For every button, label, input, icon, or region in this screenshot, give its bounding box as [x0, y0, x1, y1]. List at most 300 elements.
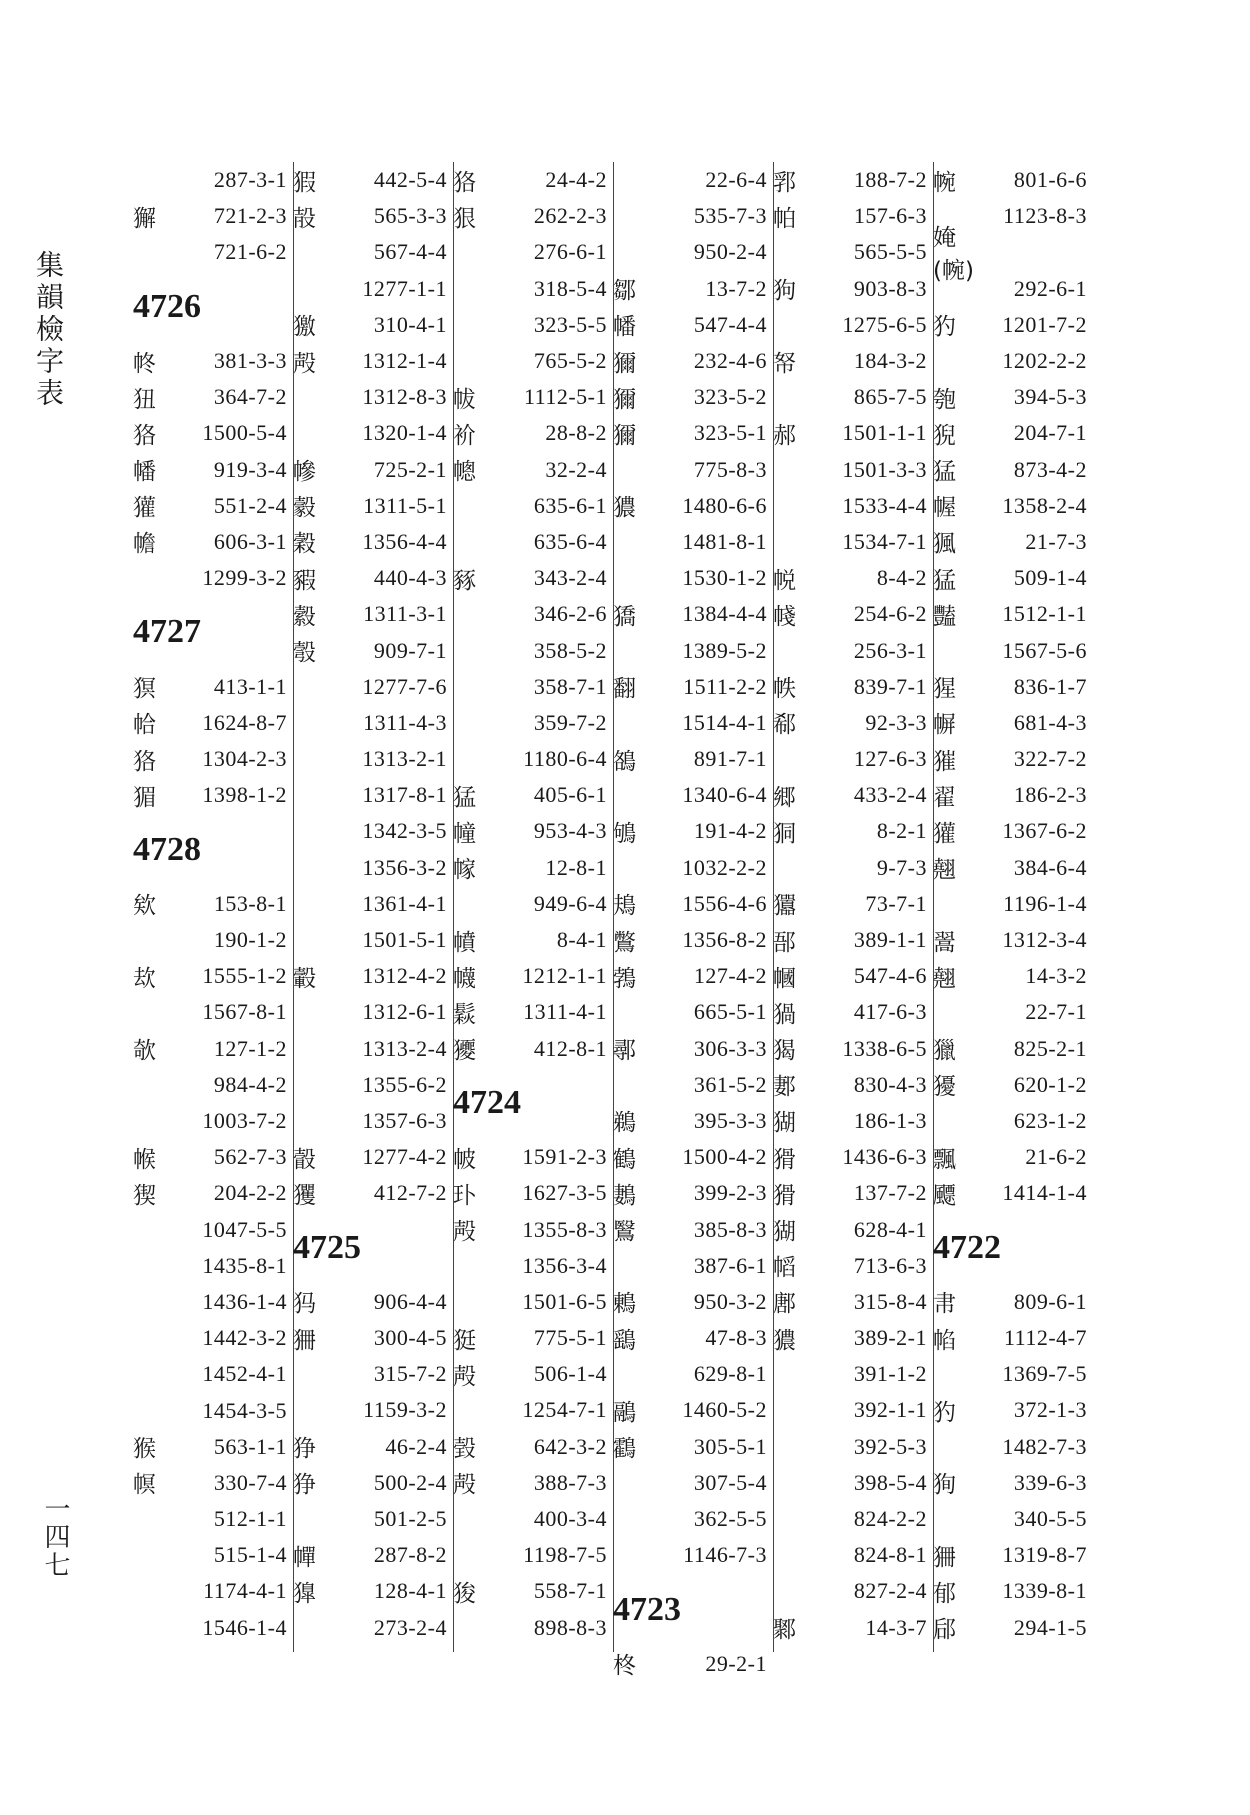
- entry-reference: 1530-1-2: [682, 565, 767, 591]
- index-entry: [133, 524, 293, 560]
- index-entry: [933, 777, 1093, 813]
- entry-reference: 906-4-4: [373, 1288, 447, 1314]
- index-entry: [773, 705, 933, 741]
- entry-reference: 1512-1-1: [1002, 601, 1087, 627]
- index-entry: [773, 886, 933, 922]
- entry-reference: 1047-5-5: [202, 1216, 287, 1242]
- index-entry: [133, 1067, 293, 1103]
- index-entry: [613, 1103, 773, 1139]
- entry-character: 彀: [293, 640, 316, 667]
- entry-reference: 1313-2-1: [362, 746, 447, 772]
- entry-reference: 1356-3-4: [522, 1252, 607, 1278]
- index-entry: [613, 705, 773, 741]
- index-entry: [133, 705, 293, 741]
- entry-reference: 1338-6-5: [842, 1035, 927, 1061]
- entry-character: 豭: [293, 567, 316, 594]
- index-entry: [773, 1356, 933, 1392]
- index-entry: [133, 162, 293, 198]
- index-entry: [133, 1392, 293, 1428]
- index-entry: [293, 669, 453, 705]
- entry-reference: 500-2-4: [373, 1469, 447, 1495]
- entry-character: 狃: [133, 386, 156, 413]
- index-entry: [613, 524, 773, 560]
- index-entry: [453, 1392, 613, 1428]
- index-entry: [293, 1031, 453, 1067]
- entry-character: 穀: [293, 531, 316, 558]
- index-entry: [293, 741, 453, 777]
- index-entry: [933, 162, 1093, 198]
- index-entry: [453, 198, 613, 234]
- index-entry: [293, 1610, 453, 1646]
- entry-reference: 292-6-1: [1013, 275, 1087, 301]
- index-entry: [933, 524, 1093, 560]
- entry-reference: 1357-6-3: [362, 1107, 447, 1133]
- entry-character: 帙: [773, 676, 796, 703]
- entry-character: 殸: [453, 1472, 476, 1499]
- index-entry: [773, 922, 933, 958]
- index-entry: [133, 234, 293, 270]
- entry-reference: 307-5-4: [693, 1469, 767, 1495]
- entry-reference: 440-4-3: [373, 565, 447, 591]
- entry-character: 郚: [773, 929, 796, 956]
- entry-reference: 1313-2-4: [362, 1035, 447, 1061]
- entry-character: 柊: [613, 1653, 636, 1680]
- entry-reference: 306-3-3: [693, 1035, 767, 1061]
- entry-reference: 1319-8-7: [1002, 1542, 1087, 1568]
- index-entry: [933, 1031, 1093, 1067]
- index-entry: [613, 813, 773, 849]
- entry-character: 轂: [293, 965, 316, 992]
- index-entry: [773, 1067, 933, 1103]
- entry-reference: 1454-3-5: [202, 1397, 287, 1423]
- entry-reference: 1312-1-4: [362, 348, 447, 374]
- entry-character: 帴: [773, 603, 796, 630]
- entry-character: 幏: [453, 857, 476, 884]
- index-entry: [613, 596, 773, 632]
- index-entry: [933, 1139, 1093, 1175]
- entry-reference: 204-2-2: [213, 1180, 287, 1206]
- entry-reference: 127-6-3: [853, 746, 927, 772]
- entry-reference: 1356-4-4: [362, 528, 447, 554]
- entry-character: 獿: [453, 1038, 476, 1065]
- entry-reference: 949-6-4: [533, 890, 607, 916]
- entry-reference: 563-1-1: [213, 1433, 287, 1459]
- index-entry: [133, 958, 293, 994]
- index-entry: [133, 669, 293, 705]
- index-entry: [933, 850, 1093, 886]
- entry-character: 帗: [453, 386, 476, 413]
- entry-character: 猛: [453, 784, 476, 811]
- entry-reference: 1546-1-4: [202, 1614, 287, 1640]
- entry-character: 幒: [453, 459, 476, 486]
- index-entry: [773, 1501, 933, 1537]
- index-entry: [613, 741, 773, 777]
- index-entry: [933, 1103, 1093, 1139]
- index-entry: [933, 307, 1093, 343]
- entry-reference: 13-7-2: [705, 275, 767, 301]
- index-entry: [773, 1392, 933, 1428]
- index-entry: [933, 1356, 1093, 1392]
- entry-character: 狥: [933, 1472, 956, 1499]
- index-entry: [293, 524, 453, 560]
- index-entry: [453, 813, 613, 849]
- index-entry: [613, 415, 773, 451]
- entry-character: 郗: [773, 712, 796, 739]
- entry-reference: 1356-8-2: [682, 927, 767, 953]
- entry-reference: 606-3-1: [213, 528, 287, 554]
- index-entry: [133, 1248, 293, 1284]
- index-entry: [453, 850, 613, 886]
- entry-character: 㺜: [773, 1327, 796, 1354]
- entry-reference: 1123-8-3: [1003, 203, 1087, 229]
- entry-reference: 565-5-5: [853, 239, 927, 265]
- entry-reference: 389-1-1: [853, 927, 927, 953]
- entry-reference: 1254-7-1: [522, 1397, 607, 1423]
- index-entry: [293, 850, 453, 886]
- entry-character: 殸: [453, 1219, 476, 1246]
- entry-character: 㰦: [133, 965, 156, 992]
- entry-character: 猛: [933, 459, 956, 486]
- entry-character: 帔: [453, 1146, 476, 1173]
- entry-reference: 391-1-2: [853, 1361, 927, 1387]
- index-entry: [933, 452, 1093, 488]
- index-entry: [613, 632, 773, 668]
- entry-character: 幡: [133, 459, 156, 486]
- entry-character: 幈: [933, 712, 956, 739]
- entry-reference: 323-5-2: [693, 384, 767, 410]
- index-entry: [293, 1392, 453, 1428]
- entry-reference: 127-1-2: [213, 1035, 287, 1061]
- entry-reference: 372-1-3: [1013, 1397, 1087, 1423]
- entry-reference: 22-7-1: [1025, 999, 1087, 1025]
- entry-reference: 1514-4-1: [682, 709, 767, 735]
- entry-reference: 551-2-4: [213, 492, 287, 518]
- entry-character: 鷊: [613, 1399, 636, 1426]
- entry-reference: 1112-5-1: [523, 384, 607, 410]
- entry-character: 猊: [933, 422, 956, 449]
- entry-reference: 8-2-1: [876, 818, 927, 844]
- entry-character: 獕: [933, 748, 956, 775]
- section-heading: 4727: [133, 613, 201, 651]
- entry-reference: 1533-4-4: [842, 492, 927, 518]
- index-entry: [613, 1537, 773, 1573]
- index-entry: [933, 596, 1093, 632]
- entry-character: 飃: [933, 1182, 956, 1209]
- index-entry: [613, 669, 773, 705]
- entry-reference: 725-2-1: [373, 456, 447, 482]
- index-entry: [133, 1103, 293, 1139]
- entry-reference: 184-3-2: [853, 348, 927, 374]
- index-entry: [133, 1465, 293, 1501]
- entry-character: 獵: [933, 1038, 956, 1065]
- entry-reference: 1389-5-2: [682, 637, 767, 663]
- index-entry: [453, 234, 613, 270]
- entry-reference: 1460-5-2: [682, 1397, 767, 1423]
- index-entry: [613, 777, 773, 813]
- entry-reference: 358-7-1: [533, 673, 607, 699]
- index-entry: [293, 705, 453, 741]
- entry-reference: 300-4-5: [373, 1325, 447, 1351]
- entry-reference: 276-6-1: [533, 239, 607, 265]
- index-entry: [293, 1320, 453, 1356]
- index-entry: [453, 452, 613, 488]
- index-entry: [773, 560, 933, 596]
- index-entry: [773, 1537, 933, 1573]
- index-entry: [933, 488, 1093, 524]
- entry-character: 鶈: [613, 1182, 636, 1209]
- entry-reference: 1436-6-3: [842, 1144, 927, 1170]
- entry-reference: 137-7-2: [853, 1180, 927, 1206]
- entry-reference: 392-5-3: [853, 1433, 927, 1459]
- entry-reference: 1032-2-2: [682, 854, 767, 880]
- index-entry: [453, 162, 613, 198]
- entry-reference: 359-7-2: [533, 709, 607, 735]
- entry-character: 犸: [293, 1291, 316, 1318]
- entry-reference: 1567-8-1: [202, 999, 287, 1025]
- index-entry: [613, 1284, 773, 1320]
- index-entry: [293, 560, 453, 596]
- entry-reference: 157-6-3: [853, 203, 927, 229]
- entry-character: 幡: [613, 314, 636, 341]
- entry-character: 翹: [933, 965, 956, 992]
- index-entry: [613, 488, 773, 524]
- entry-reference: 629-8-1: [693, 1361, 767, 1387]
- index-entry: [933, 741, 1093, 777]
- entry-reference: 46-2-4: [385, 1433, 447, 1459]
- entry-reference: 287-3-1: [213, 167, 287, 193]
- entry-character: 鄩: [613, 1038, 636, 1065]
- entry-reference: 1480-6-6: [682, 492, 767, 518]
- entry-reference: 775-5-1: [533, 1325, 607, 1351]
- index-entry: [453, 886, 613, 922]
- index-entry: [453, 1465, 613, 1501]
- entry-reference: 824-8-1: [853, 1542, 927, 1568]
- entry-character: 匏: [933, 386, 956, 413]
- index-entry: [453, 994, 613, 1030]
- entry-reference: 8-4-1: [556, 927, 607, 953]
- index-entry: [293, 271, 453, 307]
- index-entry: [293, 162, 453, 198]
- entry-reference: 512-1-1: [213, 1506, 287, 1532]
- entry-character: 獾: [133, 495, 156, 522]
- entry-reference: 665-5-1: [693, 999, 767, 1025]
- entry-character: 鄒: [613, 278, 636, 305]
- entry-reference: 501-2-5: [373, 1506, 447, 1532]
- index-entry: [453, 741, 613, 777]
- entry-reference: 620-1-2: [1013, 1071, 1087, 1097]
- index-entry: [613, 560, 773, 596]
- entry-character: 狰: [293, 1472, 316, 1499]
- index-entry: [453, 922, 613, 958]
- entry-character: 幨: [133, 531, 156, 558]
- section-heading: 4728: [133, 830, 201, 868]
- entry-character: 㡊: [933, 1327, 956, 1354]
- entry-character: 翟: [933, 784, 956, 811]
- index-entry: [773, 162, 933, 198]
- index-entry: [293, 1067, 453, 1103]
- entry-character: 狦: [293, 1327, 316, 1354]
- entry-character: 鵜: [613, 1110, 636, 1137]
- index-entry: [773, 415, 933, 451]
- entry-character: 狢: [453, 169, 476, 196]
- entry-reference: 8-4-2: [876, 565, 927, 591]
- entry-reference: 1311-4-3: [363, 709, 447, 735]
- index-entry: [453, 1175, 613, 1211]
- entry-character: 犳: [933, 1399, 956, 1426]
- index-entry: [773, 1103, 933, 1139]
- index-entry: [613, 1211, 773, 1247]
- entry-character: 鄌: [773, 1291, 796, 1318]
- entry-reference: 405-6-1: [533, 782, 607, 808]
- entry-character: 郪: [773, 1074, 796, 1101]
- entry-character: 豰: [293, 495, 316, 522]
- entry-reference: 433-2-4: [853, 782, 927, 808]
- index-entry: [933, 669, 1093, 705]
- entry-reference: 713-6-3: [853, 1252, 927, 1278]
- index-entry: [453, 669, 613, 705]
- entry-reference: 1312-3-4: [1002, 927, 1087, 953]
- section-heading: 4722: [933, 1228, 1001, 1266]
- index-entry: [613, 994, 773, 1030]
- entry-reference: 127-4-2: [693, 963, 767, 989]
- entry-reference: 73-7-1: [865, 890, 927, 916]
- entry-reference: 32-2-4: [545, 456, 607, 482]
- entry-reference: 1369-7-5: [1002, 1361, 1087, 1387]
- index-entry: [293, 1356, 453, 1392]
- entry-character: 翯: [933, 929, 956, 956]
- index-entry: [933, 1537, 1093, 1573]
- entry-reference: 9-7-3: [876, 854, 927, 880]
- index-entry: [613, 1139, 773, 1175]
- index-entry: [133, 1284, 293, 1320]
- index-entry: [453, 1211, 613, 1247]
- index-table: [133, 162, 1103, 1680]
- entry-reference: 547-4-4: [693, 311, 767, 337]
- entry-reference: 385-8-3: [693, 1216, 767, 1242]
- index-entry: [133, 922, 293, 958]
- entry-character: 翹: [933, 857, 956, 884]
- entry-reference: 642-3-2: [533, 1433, 607, 1459]
- index-entry: [613, 1175, 773, 1211]
- entry-character: 郛: [773, 169, 796, 196]
- entry-reference: 358-5-2: [533, 637, 607, 663]
- entry-character: 猴: [133, 1436, 156, 1463]
- entry-reference: 775-8-3: [693, 456, 767, 482]
- entry-character: 幭: [453, 965, 476, 992]
- index-entry: [773, 1031, 933, 1067]
- entry-reference: 1511-2-2: [683, 673, 767, 699]
- entry-reference: 394-5-3: [1013, 384, 1087, 410]
- index-entry: [613, 1501, 773, 1537]
- entry-reference: 1146-7-3: [683, 1542, 767, 1568]
- index-entry: [773, 198, 933, 234]
- index-entry: [133, 994, 293, 1030]
- entry-reference: 399-2-3: [693, 1180, 767, 1206]
- index-entry: [133, 886, 293, 922]
- entry-reference: 315-7-2: [373, 1361, 447, 1387]
- index-entry: [293, 198, 453, 234]
- index-entry: [773, 777, 933, 813]
- entry-reference: 1624-8-7: [202, 709, 287, 735]
- entry-reference: 824-2-2: [853, 1506, 927, 1532]
- index-entry: [453, 379, 613, 415]
- entry-reference: 21-7-3: [1025, 528, 1087, 554]
- entry-reference: 535-7-3: [693, 203, 767, 229]
- index-entry: [613, 1646, 773, 1682]
- entry-reference: 294-1-5: [1013, 1614, 1087, 1640]
- index-entry: [293, 415, 453, 451]
- index-entry: [773, 1175, 933, 1211]
- entry-character: 㛪(帵): [933, 225, 974, 285]
- entry-reference: 256-3-1: [853, 637, 927, 663]
- entry-reference: 318-5-4: [533, 275, 607, 301]
- index-entry: [933, 1067, 1093, 1103]
- section-heading: 4723: [613, 1590, 681, 1628]
- index-entry: [933, 1392, 1093, 1428]
- entry-character: 鶴: [613, 1146, 636, 1173]
- index-entry: [133, 1501, 293, 1537]
- index-entry: [133, 488, 293, 524]
- entry-character: 猩: [933, 676, 956, 703]
- entry-reference: 315-8-4: [853, 1288, 927, 1314]
- entry-reference: 1320-1-4: [362, 420, 447, 446]
- entry-character: 帑: [773, 350, 796, 377]
- index-entry: [773, 452, 933, 488]
- entry-reference: 1414-1-4: [1002, 1180, 1087, 1206]
- index-column-4: [613, 162, 774, 1680]
- index-entry: [773, 632, 933, 668]
- entry-character: 狦: [933, 1544, 956, 1571]
- index-entry: [613, 343, 773, 379]
- index-entry: [453, 415, 613, 451]
- entry-reference: 506-1-4: [533, 1361, 607, 1387]
- entry-reference: 830-4-3: [853, 1071, 927, 1097]
- index-entry: [773, 271, 933, 307]
- index-entry: [453, 1356, 613, 1392]
- index-entry: [133, 1211, 293, 1247]
- entry-character: 衸: [453, 422, 476, 449]
- index-entry: [133, 343, 293, 379]
- index-entry: [453, 307, 613, 343]
- entry-reference: 1339-8-1: [1002, 1578, 1087, 1604]
- index-entry: [453, 1320, 613, 1356]
- entry-reference: 346-2-6: [533, 601, 607, 627]
- entry-reference: 1201-7-2: [1002, 311, 1087, 337]
- entry-reference: 417-6-3: [853, 999, 927, 1025]
- index-entry: [133, 1356, 293, 1392]
- entry-character: 狪: [773, 820, 796, 847]
- index-entry: [613, 198, 773, 234]
- entry-character: 鵅: [613, 748, 636, 775]
- entry-character: 猸: [133, 784, 156, 811]
- entry-reference: 1436-1-4: [202, 1288, 287, 1314]
- entry-reference: 1299-3-2: [202, 565, 287, 591]
- entry-reference: 381-3-3: [213, 348, 287, 374]
- entry-character: 狻: [453, 1580, 476, 1607]
- entry-reference: 903-8-3: [853, 275, 927, 301]
- entry-character: 幓: [293, 459, 316, 486]
- entry-reference: 1501-5-1: [362, 927, 447, 953]
- index-entry: [613, 1320, 773, 1356]
- entry-character: 㱿: [293, 205, 316, 232]
- section-heading: 4726: [133, 287, 201, 325]
- index-entry: [773, 1465, 933, 1501]
- entry-character: 帢: [133, 712, 156, 739]
- index-entry: [293, 1103, 453, 1139]
- index-entry: [773, 524, 933, 560]
- entry-character: 幢: [453, 820, 476, 847]
- entry-character: 猛: [933, 567, 956, 594]
